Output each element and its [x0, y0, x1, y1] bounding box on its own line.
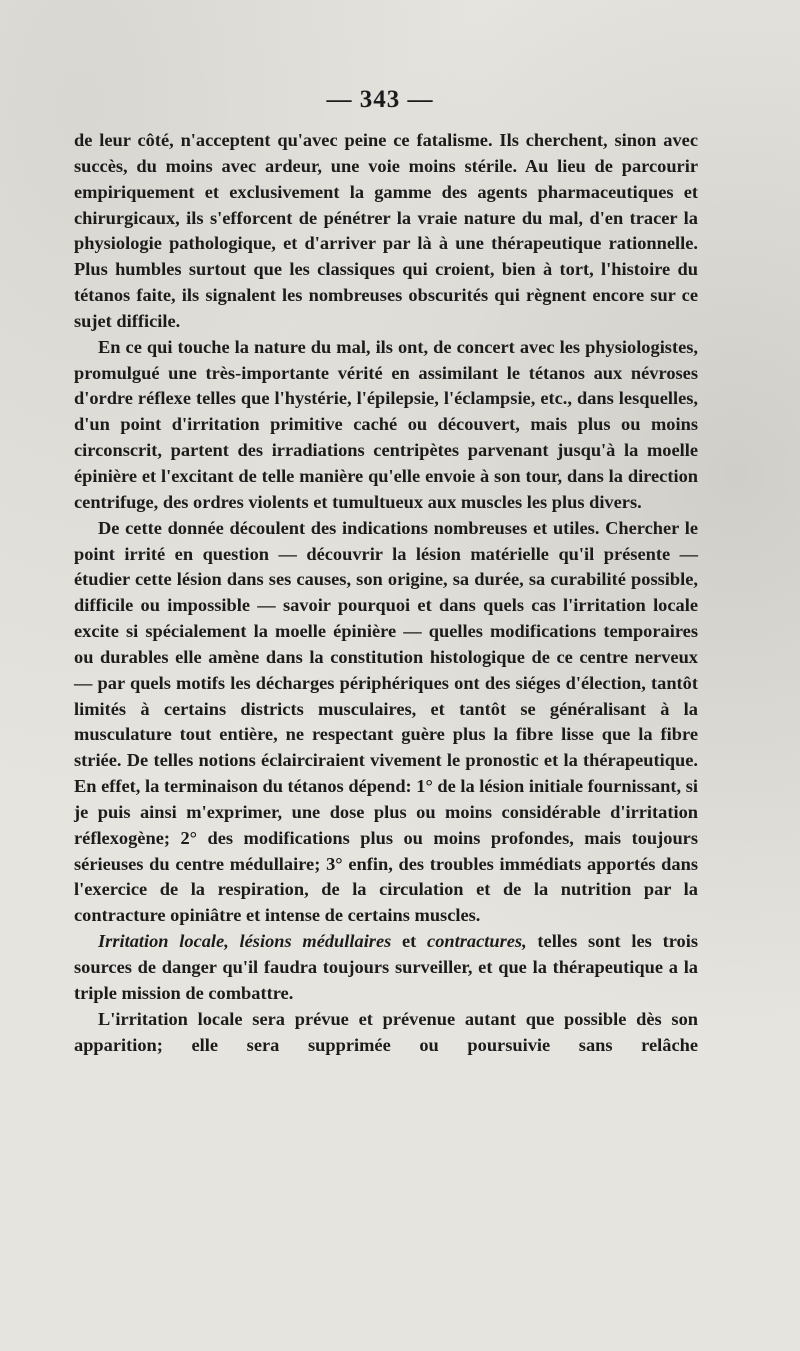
paragraph-5: L'irritation locale sera prévue et prévenue autant que possible dès son apparition; elle sera supprimée ou poursuivie sans relâche — [74, 1008, 698, 1055]
body-text — [74, 128, 698, 1058]
paragraph-4 — [74, 929, 698, 1007]
paragraph-3: De cette donnée découlent des indications nombreuses et utiles. Chercher le point irrité en question — découvrir la lésion matérielle qu'il présente — étudier cette lésion dans ses causes, son origine, sa durée, sa curabilité possible, difficile ou impossible — savoir pourquoi et dans quels cas l'irritation locale excite si spécialement la moelle épinière — quelles modifications temporaires ou durables elle amène dans la constitution histologique de ce centre nerveux — par quels motifs les décharges périphériques ont des siéges d'élection, tantôt limités à certains districts musculaires, et tantôt se généralisant à la musculature tout entière, ne respectant guère plus la fibre lisse que la fibre striée. De telles notions éclairciraient vivement le pronostic et la thérapeutique. En effet, la terminaison du tétanos dépend: 1° de la lésion initiale fournissant, si je puis ainsi m'exprimer, une dose plus ou moins considérable d'irritation réflexogène; 2° des modifications plus ou moins profondes, mais toujours sérieuses du centre médullaire; 3° enfin, des troubles immédiats apportés dans l'exercice de la respiration, de la circulation et de la nutrition par la contracture opiniâtre et intense de certains muscles. — [74, 517, 698, 926]
italic-phrase-2: contractures, — [427, 931, 527, 952]
italic-phrase-1: Irritation locale, lésions médullaires — [98, 931, 392, 952]
paragraph-2: En ce qui touche la nature du mal, ils ont, de concert avec les physiologistes, promulgué une très-importante vérité en assimilant le tétanos aux névroses d'ordre réflexe telles que l'hystérie, l'épilepsie, l'éclampsie, etc., dans lesquelles, d'un point d'irritation primitive caché ou découvert, mais plus ou moins circonscrit, partent des irradiations centripètes parvenant jusqu'à la moelle épinière et l'excitant de telle manière qu'elle envoie à son tour, dans la direction centrifuge, des ordres violents et tumultueux aux muscles les plus divers. — [74, 336, 698, 512]
paragraph-4-rest: telles sont les trois sources de danger qu'il faudra toujours surveiller, et que la thérapeutique a la triple mission de combattre. — [74, 931, 698, 1003]
conjunction: et — [391, 931, 428, 952]
paragraph-1: de leur côté, n'acceptent qu'avec peine ce fatalisme. Ils cherchent, sinon avec succès, du moins avec ardeur, une voie moins stérile. Au lieu de parcourir empiriquement et exclusivement la gamme des agents pharmaceutiques et chirurgicaux, ils s'efforcent de pénétrer la vraie nature du mal, d'en tracer la physiologie pathologique, et d'arriver par là à une thérapeutique rationnelle. Plus humbles surtout que les classiques qui croient, bien à tort, l'histoire du tétanos faite, ils signalent les nombreuses obscurités qui règnent encore sur ce sujet difficile. — [74, 130, 698, 331]
page-number: — 343 — — [326, 86, 434, 113]
